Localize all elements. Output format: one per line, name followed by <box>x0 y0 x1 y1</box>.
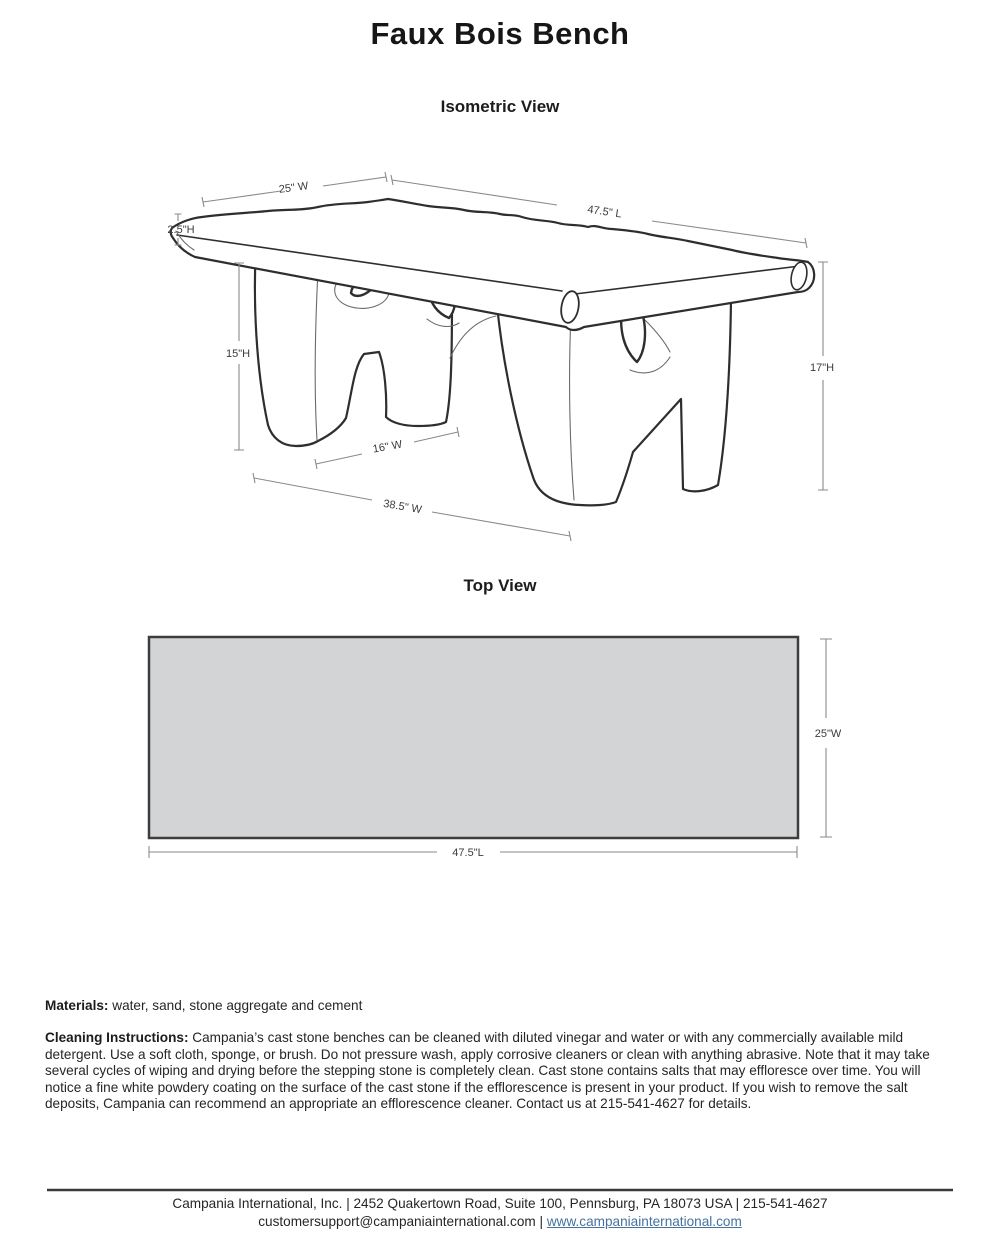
page-title: Faux Bois Bench <box>370 16 630 51</box>
materials-label: Materials: <box>45 998 109 1013</box>
dim-base-width: 38.5" W <box>382 497 423 517</box>
cleaning-instructions-paragraph <box>45 1030 957 1113</box>
dim-arch-width: 16" W <box>371 438 404 456</box>
footer-company-line: Campania International, Inc. | 2452 Quakertown Road, Suite 100, Pennsburg, PA 18073 USA | 215-541-4627 <box>172 1196 828 1211</box>
isometric-view-heading: Isometric View <box>440 97 560 116</box>
dim-length-top: 47.5" L <box>586 203 623 221</box>
footer-separator: | <box>535 1214 547 1229</box>
footer-website-link[interactable]: www.campaniainternational.com <box>546 1214 742 1229</box>
top-view-length-label: 47.5"L <box>452 847 484 859</box>
dim-width-top: 25" W <box>278 180 310 196</box>
materials-text: water, sand, stone aggregate and cement <box>108 998 363 1013</box>
top-view-figure <box>149 637 842 859</box>
footer-email: customersupport@campaniainternational.com <box>258 1214 536 1229</box>
dim-slab-thickness: 2.5"H <box>167 224 195 236</box>
cleaning-label: Cleaning Instructions: <box>45 1030 189 1045</box>
cleaning-text: Campania’s cast stone benches can be cleaned with diluted vinegar and water or with any commercially available mild detergent. Use a soft cloth, sponge, or brush. Do not pressure wash, apply corrosive cleaners or clean with anything abrasive. Note that it may take several cycles of wiping and drying before the stepping stone is completely clean. Cast stone contains salts that may effloresce over time. You will notice a fine white powdery coating on the surface of the cast stone if the efflorescence is present in your product. If you wish to remove the salt deposits, Campania can recommend an appropriate an efflorescence cleaner. Contact us at 215-541-4627 for details. <box>45 1030 930 1112</box>
top-view-slab-rect <box>149 637 798 838</box>
isometric-bench-illustration <box>171 199 815 505</box>
materials-paragraph <box>45 998 957 1015</box>
dim-overall-height: 17"H <box>809 362 835 374</box>
top-view-width-label: 25"W <box>814 728 842 740</box>
dim-leg-height: 15"H <box>225 348 251 360</box>
top-view-heading: Top View <box>463 576 537 595</box>
bench-right-leg <box>497 300 731 505</box>
footer-contact-line <box>0 1214 1000 1229</box>
